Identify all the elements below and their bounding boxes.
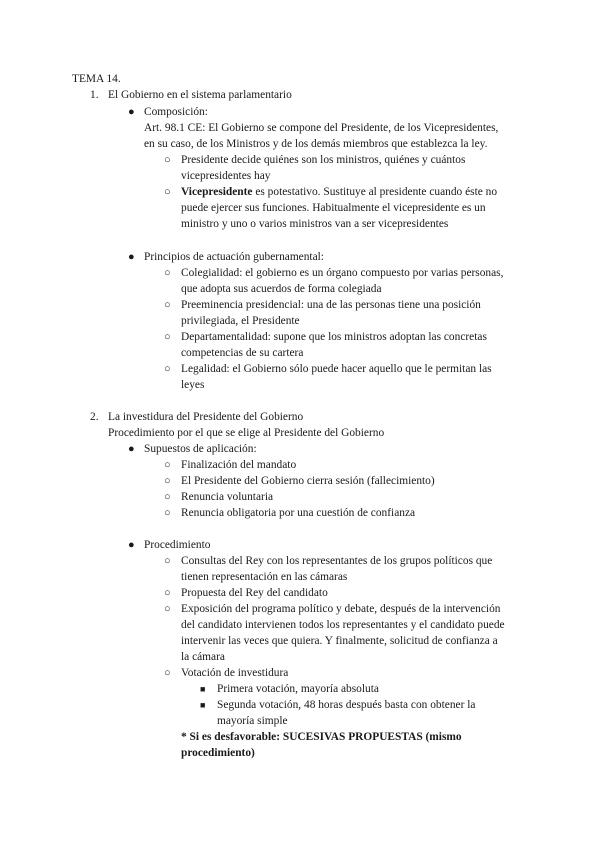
bullet-dot: ● xyxy=(128,106,135,118)
list-item-label: Principios de actuación gubernamental: xyxy=(144,251,324,263)
bullet-square: ■ xyxy=(200,700,206,710)
list-item-label: Supuestos de aplicación: xyxy=(144,443,257,455)
page-title: TEMA 14. xyxy=(72,73,121,85)
list-item-text: Finalización del mandato xyxy=(181,459,297,471)
list-item-text: Presidente decide quiénes son los ministros, quiénes y cuántos xyxy=(181,154,466,166)
section-heading: El Gobierno en el sistema parlamentario xyxy=(108,89,292,101)
paragraph-line: Procedimiento por el que se elige al Presidente del Gobierno xyxy=(108,427,385,439)
paragraph-line: Art. 98.1 CE: El Gobierno se compone del Presidente, de los Vicepresidentes, xyxy=(144,122,499,134)
list-item-text: Renuncia voluntaria xyxy=(181,491,274,503)
list-item-text: Propuesta del Rey del candidato xyxy=(181,587,328,599)
list-item-text: privilegiada, el Presidente xyxy=(181,315,300,327)
list-item-label: Composición: xyxy=(144,106,208,118)
bullet-circle: ○ xyxy=(164,507,171,519)
list-item-text: Segunda votación, 48 horas después basta con obtener la xyxy=(217,699,476,711)
bullet-circle: ○ xyxy=(164,475,171,487)
bullet-square: ■ xyxy=(200,684,206,694)
list-item-text: vicepresidentes hay xyxy=(181,170,271,182)
list-item-text: Consultas del Rey con los representantes de los grupos políticos que xyxy=(181,555,493,567)
list-item-text: Colegialidad: el gobierno es un órgano compuesto por varias personas, xyxy=(181,267,504,279)
list-item-text: leyes xyxy=(181,379,205,391)
text-run: es potestativo. Sustituye al presidente cuando éste no xyxy=(252,186,498,198)
bullet-circle: ○ xyxy=(164,459,171,471)
bullet-circle: ○ xyxy=(164,667,171,679)
note-text: * Si es desfavorable: SUCESIVAS PROPUESTAS (mismo xyxy=(181,731,462,743)
list-item-text: del candidato intervienen todos los representantes y el candidato puede xyxy=(181,619,505,631)
bullet-dot: ● xyxy=(128,539,135,551)
list-item-text: Exposición del programa político y debate, después de la intervención xyxy=(181,603,501,615)
bold-term: Vicepresidente xyxy=(181,186,253,198)
section-heading: La investidura del Presidente del Gobierno xyxy=(108,411,304,423)
bullet-circle: ○ xyxy=(164,154,171,166)
bullet-circle: ○ xyxy=(164,603,171,615)
bullet-dot: ● xyxy=(128,443,135,455)
bullet-circle: ○ xyxy=(164,267,171,279)
list-item-label: Procedimiento xyxy=(144,539,211,551)
bullet-circle: ○ xyxy=(164,186,171,198)
bullet-circle: ○ xyxy=(164,299,171,311)
bullet-circle: ○ xyxy=(164,491,171,503)
bullet-circle: ○ xyxy=(164,363,171,375)
note-text: procedimiento) xyxy=(181,747,255,759)
list-item-text: puede ejercer sus funciones. Habitualmente el vicepresidente es un xyxy=(181,202,486,214)
list-item-text: competencias de su cartera xyxy=(181,347,304,359)
bullet-dot: ● xyxy=(128,251,135,263)
section-number: 2. xyxy=(90,411,99,423)
list-item-text: la cámara xyxy=(181,651,225,663)
list-item-text: Departamentalidad: supone que los ministros adoptan las concretas xyxy=(181,331,487,343)
list-item-text: mayoría simple xyxy=(217,715,288,727)
bullet-circle: ○ xyxy=(164,331,171,343)
paragraph-line: en su caso, de los Ministros y de los demás miembros que establezca la ley. xyxy=(144,138,488,150)
bullet-circle: ○ xyxy=(164,555,171,567)
list-item-text: Renuncia obligatoria por una cuestión de confianza xyxy=(181,507,416,519)
list-item-text: tienen representación en las cámaras xyxy=(181,571,348,583)
list-item-text: El Presidente del Gobierno cierra sesión (fallecimiento) xyxy=(181,475,435,487)
list-item-text: Preeminencia presidencial: una de las personas tiene una posición xyxy=(181,299,481,311)
list-item-text: intervenir las veces que quiera. Y finalmente, solicitud de confianza a xyxy=(181,635,498,647)
list-item-text: que adopta sus acuerdos de forma colegiada xyxy=(181,283,382,295)
list-item-text: Primera votación, mayoría absoluta xyxy=(217,683,379,695)
list-item-text: ministro y uno o varios ministros van a ser vicepresidentes xyxy=(181,218,449,230)
list-item-text: Votación de investidura xyxy=(181,667,289,679)
bullet-circle: ○ xyxy=(164,587,171,599)
list-item-text xyxy=(181,184,497,200)
section-number: 1. xyxy=(90,89,99,101)
list-item-text: Legalidad: el Gobierno sólo puede hacer aquello que le permitan las xyxy=(181,363,492,375)
